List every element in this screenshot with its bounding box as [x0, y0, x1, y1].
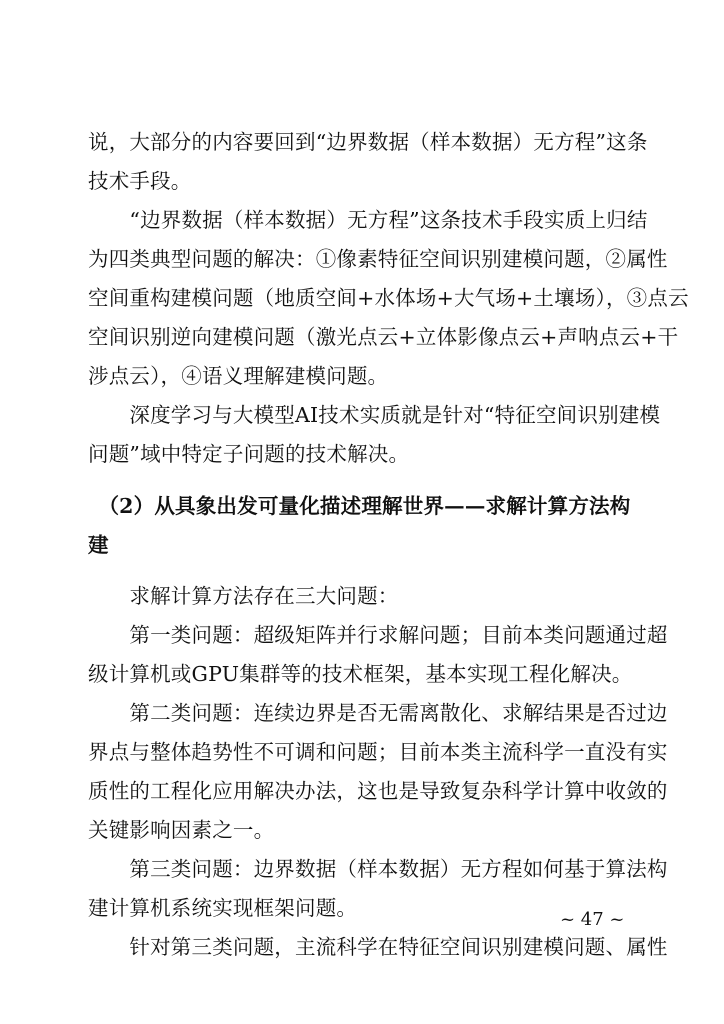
body-line: 级计算机或GPU集群等的技术框架，基本实现工程化解决。	[88, 662, 633, 686]
body-line: 涉点云），④语义理解建模问题。	[88, 364, 389, 388]
body-line: 为四类典型问题的解决：①像素特征空间识别建模问题，②属性	[88, 247, 668, 271]
body-line: 质性的工程化应用解决办法，这也是导致复杂科学计算中收敛的	[88, 779, 668, 803]
body-line: 说，大部分的内容要回到“边界数据（样本数据）无方程”这条	[88, 130, 648, 154]
body-line: 空间重构建模问题（地质空间+水体场+大气场+土壤场），③点云	[88, 286, 689, 310]
body-line: 针对第三类问题，主流科学在特征空间识别建模问题、属性	[88, 935, 668, 959]
body-line: 求解计算方法存在三大问题：	[88, 584, 399, 608]
body-line: 技术手段。	[88, 169, 192, 193]
body-line: 界点与整体趋势性不可调和问题；目前本类主流科学一直没有实	[88, 740, 668, 764]
section-heading: 建	[88, 533, 109, 557]
page-number: ~ 47 ~	[560, 909, 625, 930]
body-line: 第二类问题：连续边界是否无需离散化、求解结果是否过边	[88, 701, 668, 725]
body-line: 建计算机系统实现框架问题。	[88, 896, 358, 920]
body-line: 关键影响因素之一。	[88, 818, 275, 842]
body-line: 深度学习与大模型AI技术实质就是针对“特征空间识别建模	[88, 403, 661, 427]
body-line: 问题”域中特定子问题的技术解决。	[88, 442, 410, 466]
body-line: 第一类问题：超级矩阵并行求解问题；目前本类问题通过超	[88, 623, 668, 647]
body-line: 第三类问题：边界数据（样本数据）无方程如何基于算法构	[88, 857, 668, 881]
body-line: “边界数据（样本数据）无方程”这条技术手段实质上归结	[88, 208, 648, 232]
section-heading: （2）从具象出发可量化描述理解世界——求解计算方法构	[88, 494, 631, 518]
body-line: 空间识别逆向建模问题（激光点云+立体影像点云+声呐点云+干	[88, 325, 679, 349]
